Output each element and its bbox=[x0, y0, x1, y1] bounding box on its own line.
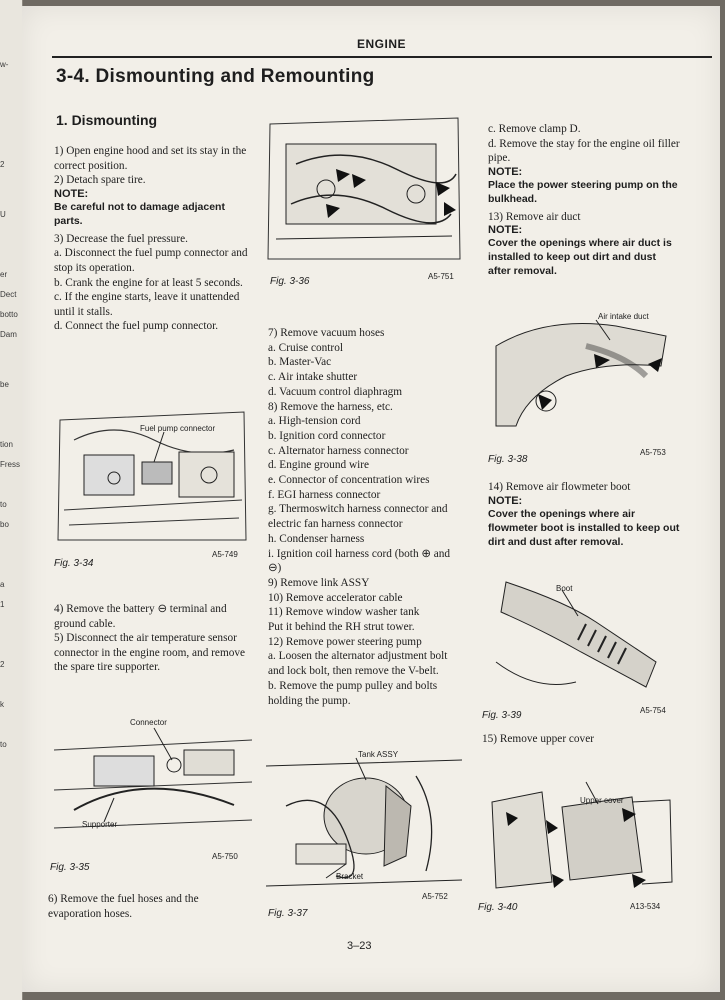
step-12a: a. Loosen the alternator adjustment bolt and lock bolt, then remove the V-belt. bbox=[268, 650, 448, 678]
figure-3-34-code: A5-749 bbox=[212, 550, 238, 559]
column-1b bbox=[54, 602, 250, 675]
previous-page-fragment: k bbox=[0, 700, 4, 709]
note-2-heading: NOTE: bbox=[488, 224, 523, 237]
previous-page-fragment: tion bbox=[0, 440, 13, 449]
step-12c: c. Remove clamp D. bbox=[488, 123, 581, 135]
note-2-text: Cover the openings where air duct is installed to keep out dirt and dust after removal. bbox=[488, 237, 672, 278]
figure-3-38-code: A5-753 bbox=[640, 448, 666, 457]
previous-page-fragment: botto bbox=[0, 310, 18, 319]
step-15: 15) Remove upper cover bbox=[482, 733, 594, 745]
page-header: ENGINE bbox=[357, 37, 407, 51]
step-8d: d. Engine ground wire bbox=[268, 459, 370, 472]
figure-3-37-code: A5-752 bbox=[422, 892, 448, 901]
callout-connector: Connector bbox=[130, 718, 167, 727]
step-8f: f. EGI harness connector bbox=[268, 488, 381, 501]
figure-3-35-label: Fig. 3-35 bbox=[50, 862, 90, 873]
note-text: Be careful not to damage adjacent parts. bbox=[54, 200, 225, 227]
column-1c bbox=[48, 892, 248, 921]
figure-3-34 bbox=[54, 400, 252, 548]
note-3-heading: NOTE: bbox=[488, 494, 523, 507]
step-3c: c. If the engine starts, leave it unattended until it stalls. bbox=[54, 291, 240, 318]
previous-page-fragment: w- bbox=[0, 60, 9, 69]
note-1-text: Place the power steering pump on the bulkhead. bbox=[488, 178, 678, 205]
column-3c bbox=[482, 732, 678, 747]
step-12b: b. Remove the pump pulley and bolts holding the pump. bbox=[268, 679, 438, 707]
column-3b bbox=[488, 480, 680, 549]
step-8h: h. Condenser harness bbox=[268, 532, 365, 545]
previous-page-fragment: 1 bbox=[0, 600, 5, 609]
step-7d: d. Vacuum control diaphragm bbox=[268, 385, 403, 398]
subsection-title: 1. Dismounting bbox=[56, 112, 158, 128]
previous-page-fragment: to bbox=[0, 500, 7, 509]
figure-3-39-label: Fig. 3-39 bbox=[482, 710, 522, 721]
figure-3-37-label: Fig. 3-37 bbox=[268, 908, 308, 919]
step-5: 5) Disconnect the air temperature sensor connector in the engine room, and remove the spare tire supporter. bbox=[54, 632, 246, 674]
step-7b: b. Master-Vac bbox=[268, 356, 332, 369]
step-9: 9) Remove link ASSY bbox=[268, 576, 370, 589]
previous-page-fragment: bo bbox=[0, 520, 9, 529]
figure-3-40 bbox=[482, 762, 680, 900]
callout-fuel-pump-connector: Fuel pump connector bbox=[140, 424, 216, 433]
previous-page-fragment: 2 bbox=[0, 160, 5, 169]
step-8a: a. High-tension cord bbox=[268, 415, 361, 428]
figure-3-34-label: Fig. 3-34 bbox=[54, 558, 94, 569]
step-1: 1) Open engine hood and set its stay in the correct position. bbox=[54, 145, 247, 172]
note-1-heading: NOTE: bbox=[488, 165, 523, 178]
previous-page-edge bbox=[0, 0, 23, 1000]
figure-3-38 bbox=[486, 306, 682, 446]
step-3: 3) Decrease the fuel pressure. bbox=[54, 232, 188, 245]
step-8c: c. Alternator harness connector bbox=[268, 444, 409, 457]
step-3a: a. Disconnect the fuel pump connector and stop its operation. bbox=[54, 247, 248, 274]
callout-air-intake-duct: Air intake duct bbox=[598, 312, 649, 321]
previous-page-fragment: Fress bbox=[0, 460, 20, 469]
step-3d: d. Connect the fuel pump connector. bbox=[54, 320, 219, 333]
step-7a: a. Cruise control bbox=[268, 341, 343, 354]
step-12: 12) Remove power steering pump bbox=[268, 635, 422, 648]
step-2: 2) Detach spare tire. bbox=[54, 174, 146, 187]
previous-page-fragment: Dam bbox=[0, 330, 17, 339]
previous-page-fragment: 2 bbox=[0, 660, 5, 669]
figure-3-40-label: Fig. 3-40 bbox=[478, 902, 518, 913]
callout-upper-cover: Upper cover bbox=[580, 796, 624, 805]
previous-page-fragment: a bbox=[0, 580, 5, 589]
step-8b: b. Ignition cord connector bbox=[268, 429, 386, 442]
figure-3-36-label: Fig. 3-36 bbox=[270, 276, 310, 287]
page-number: 3–23 bbox=[347, 940, 372, 952]
header-rule bbox=[52, 56, 712, 58]
column-1 bbox=[54, 144, 250, 334]
column-2 bbox=[268, 326, 462, 708]
figure-3-37 bbox=[266, 746, 462, 896]
figure-3-36 bbox=[266, 114, 462, 264]
step-11-detail: Put it behind the RH strut tower. bbox=[268, 621, 415, 634]
note-3-text: Cover the openings where air flowmeter boot is installed to keep out dirt and dust after removal. bbox=[488, 507, 680, 548]
column-3 bbox=[488, 122, 680, 278]
previous-page-fragment: Dect bbox=[0, 290, 17, 299]
step-8: 8) Remove the harness, etc. bbox=[268, 400, 393, 413]
previous-page-fragment: to bbox=[0, 740, 7, 749]
step-7c: c. Air intake shutter bbox=[268, 371, 358, 384]
step-4: 4) Remove the battery ⊖ terminal and ground cable. bbox=[54, 603, 227, 630]
step-13: 13) Remove air duct bbox=[488, 210, 581, 223]
callout-tank-assy: Tank ASSY bbox=[358, 750, 399, 759]
previous-page-fragment: er bbox=[0, 270, 8, 279]
step-6: 6) Remove the fuel hoses and the evaporation hoses. bbox=[48, 893, 199, 920]
callout-supporter: Supporter bbox=[82, 820, 118, 829]
note-heading: NOTE: bbox=[54, 187, 89, 200]
step-8i: i. Ignition coil harness cord (both ⊕ and ⊖) bbox=[268, 547, 451, 575]
figure-3-39-code: A5-754 bbox=[640, 706, 666, 715]
section-title: 3-4. Dismounting and Remounting bbox=[56, 66, 375, 87]
figure-3-40-code: A13-534 bbox=[630, 902, 661, 911]
step-12d: d. Remove the stay for the engine oil filler pipe. bbox=[488, 137, 680, 165]
step-8e: e. Connector of concentration wires bbox=[268, 474, 430, 487]
step-11: 11) Remove window washer tank bbox=[268, 606, 420, 619]
previous-page-fragment: be bbox=[0, 380, 9, 389]
step-14: 14) Remove air flowmeter boot bbox=[488, 481, 631, 493]
previous-page-fragment: U bbox=[0, 210, 6, 219]
callout-bracket: Bracket bbox=[336, 872, 364, 881]
callout-boot: Boot bbox=[556, 584, 573, 593]
step-10: 10) Remove accelerator cable bbox=[268, 591, 403, 604]
figure-3-36-code: A5-751 bbox=[428, 272, 454, 281]
figure-3-39 bbox=[486, 572, 682, 706]
figure-3-35-code: A5-750 bbox=[212, 852, 238, 861]
step-7: 7) Remove vacuum hoses bbox=[268, 327, 385, 339]
figure-3-35 bbox=[54, 710, 252, 850]
manual-page bbox=[22, 6, 720, 992]
step-8g: g. Thermoswitch harness connector and electric fan harness connector bbox=[268, 503, 448, 531]
step-3b: b. Crank the engine for at least 5 seconds. bbox=[54, 276, 243, 289]
figure-3-38-label: Fig. 3-38 bbox=[488, 454, 528, 465]
